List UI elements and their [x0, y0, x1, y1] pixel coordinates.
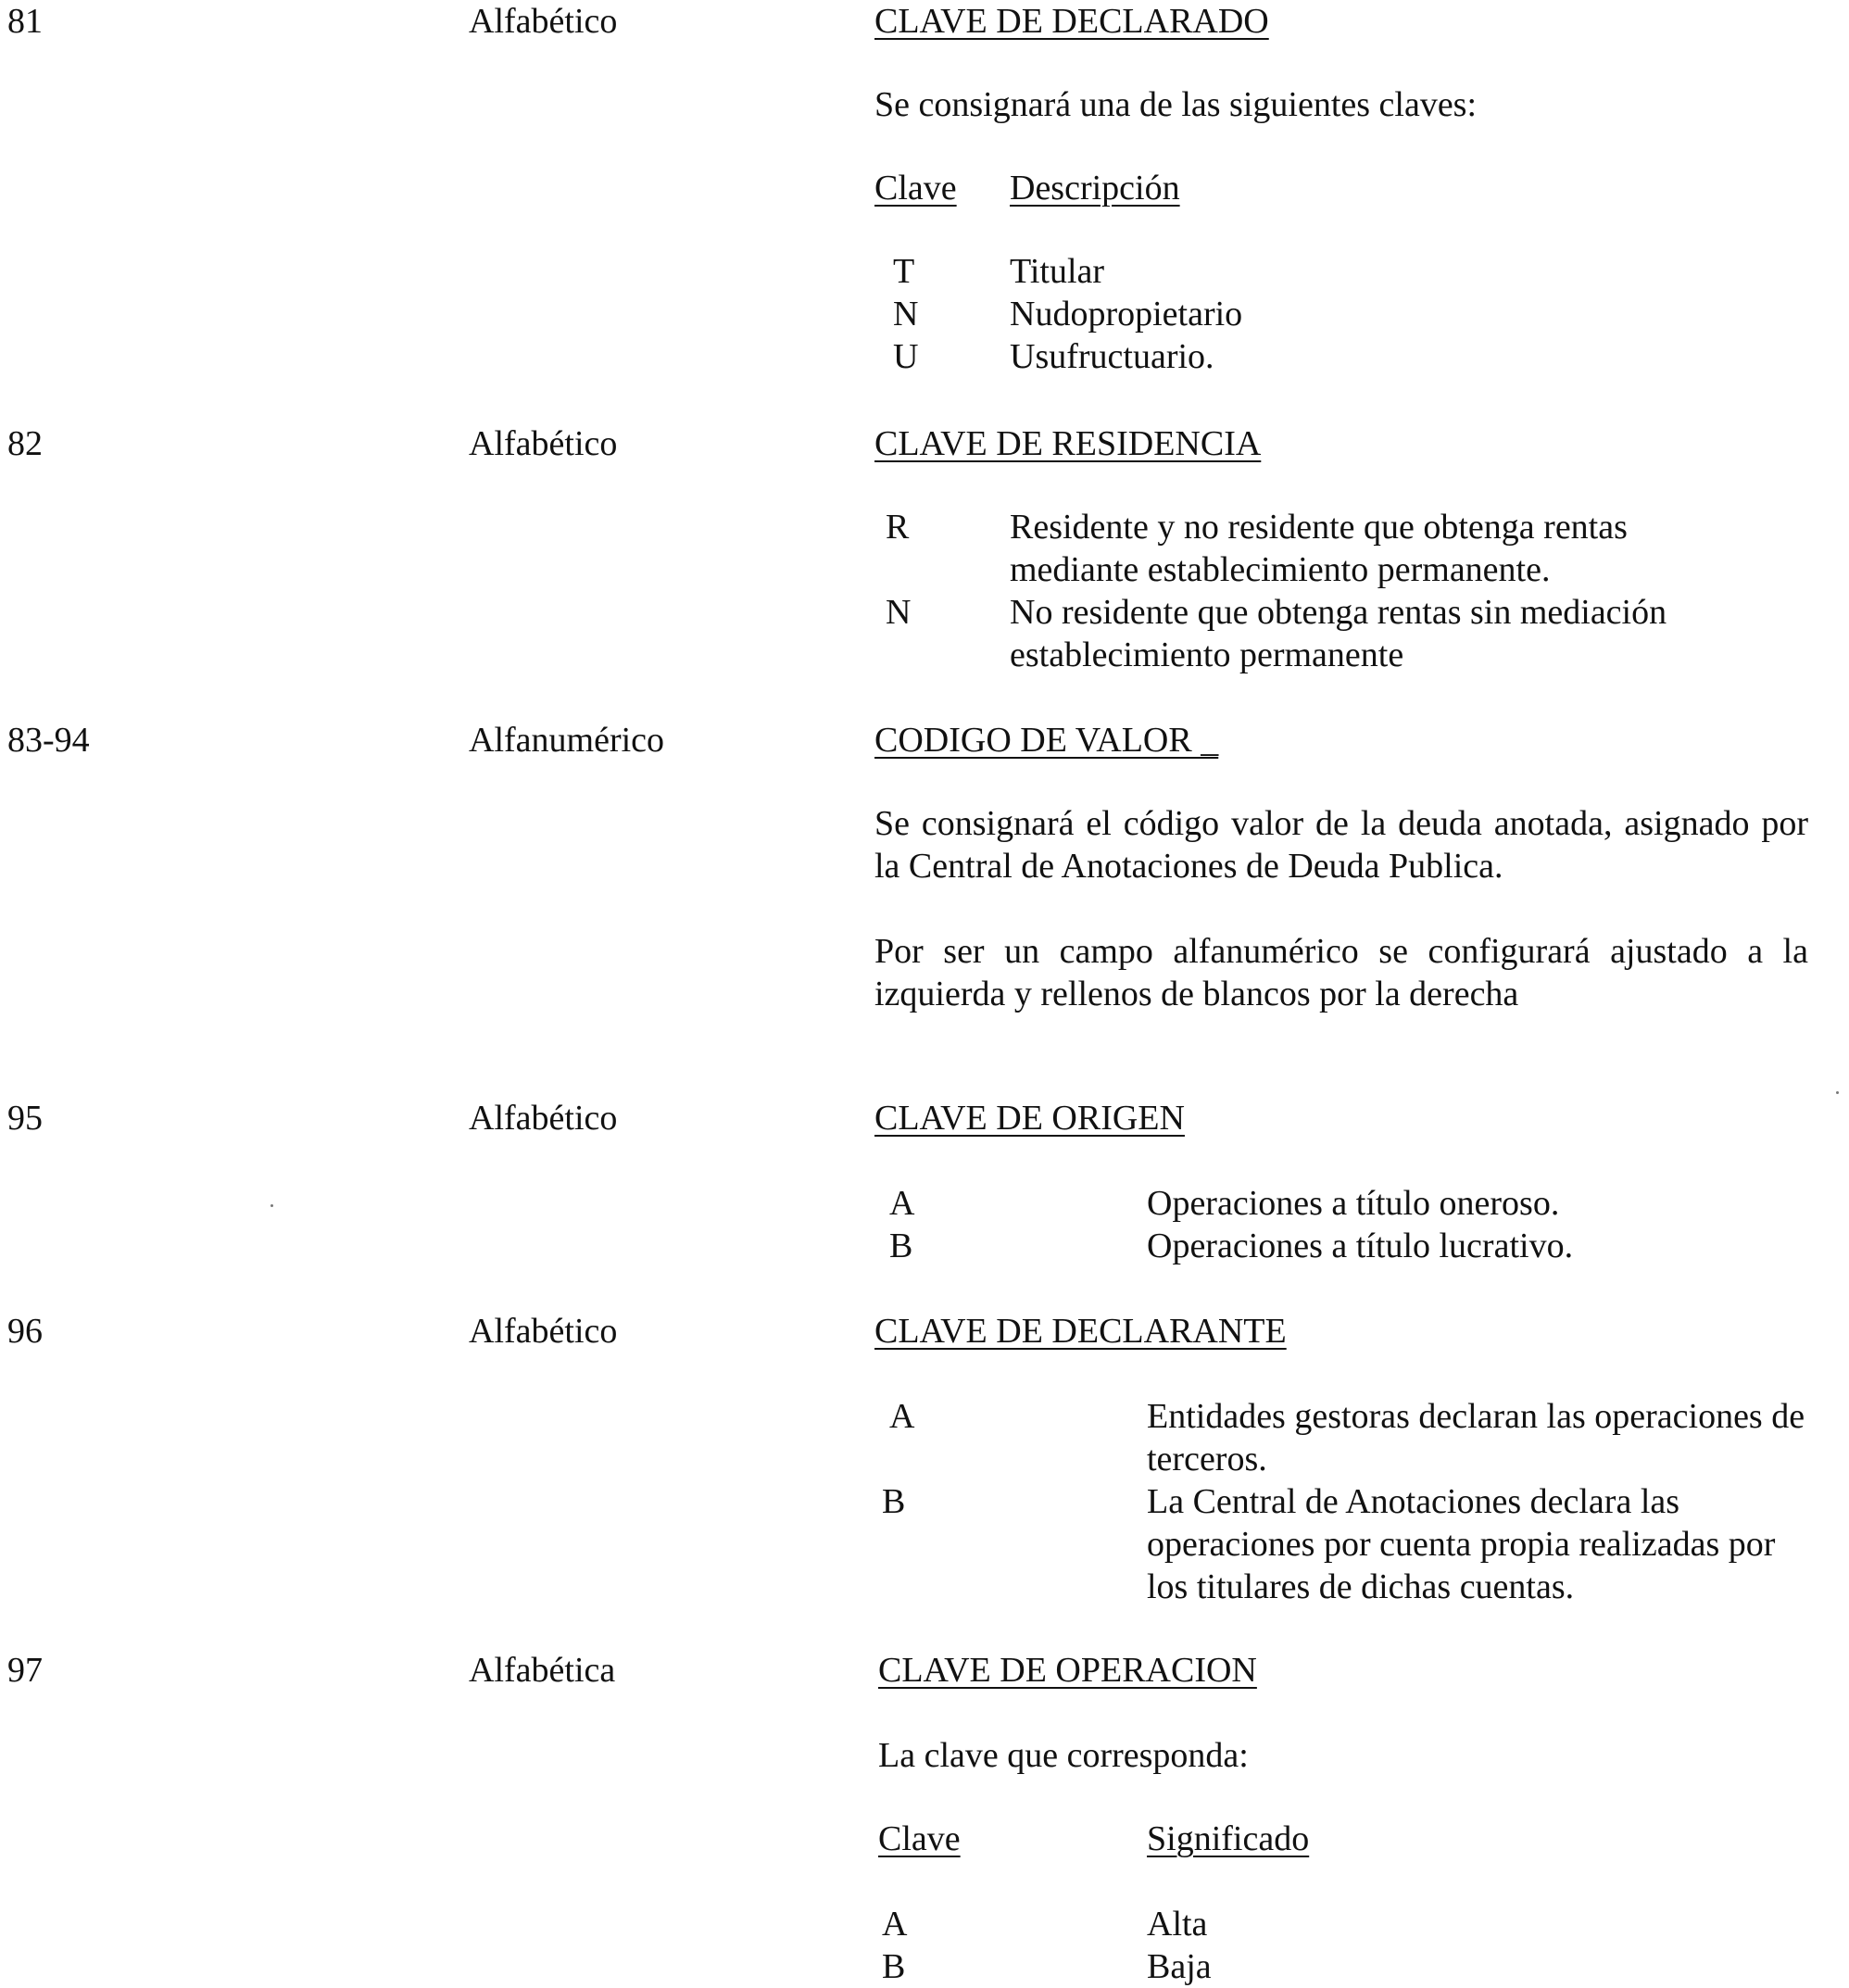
field-82-title: CLAVE DE RESIDENCIA [874, 424, 1262, 463]
field-97-header-key: Clave [878, 1819, 961, 1858]
field-97-header-desc: Significado [1147, 1819, 1310, 1858]
field-81-header-desc: Descripción [1010, 169, 1180, 208]
field-96-code-desc: La Central de Anotaciones declara las operaciones por cuenta propia realizadas por los titulares de dichas cuentas. [1147, 1482, 1776, 1606]
field-95-code-desc: Operaciones a título lucrativo. [1147, 1227, 1574, 1265]
field-96-title: CLAVE DE DECLARANTE [874, 1312, 1287, 1351]
field-83-94-position: 83-94 [7, 721, 90, 760]
field-97-code-key: B [882, 1947, 906, 1986]
field-95-code-key: A [889, 1184, 915, 1223]
field-81-header-key: Clave [874, 169, 957, 208]
field-95-title: CLAVE DE ORIGEN [874, 1099, 1185, 1138]
field-81-code-key: T [893, 252, 915, 291]
field-83-94-paragraph: Por ser un campo alfanumérico se configurará ajustado a la izquierda y rellenos de blancos por la derecha [874, 932, 1808, 1013]
field-82-code-desc: No residente que obtenga rentas sin mediación establecimiento permanente [1010, 593, 1667, 674]
field-81-code-desc: Titular [1010, 252, 1105, 291]
field-96-position: 96 [7, 1312, 43, 1351]
field-82-code-key: N [886, 593, 912, 632]
field-81-code-key: N [893, 295, 919, 333]
field-81-type: Alfabético [469, 2, 618, 41]
scan-speck [270, 1204, 273, 1207]
field-95-type: Alfabético [469, 1099, 618, 1138]
field-96-code-key: A [889, 1397, 915, 1436]
field-82-code-desc: Residente y no residente que obtenga rentas mediante establecimiento permanente. [1010, 508, 1628, 589]
field-83-94-title: CODIGO DE VALOR _ [874, 721, 1219, 760]
field-83-94-type: Alfanumérico [469, 721, 665, 760]
field-81-code-key: U [893, 337, 919, 376]
field-83-94-paragraph: Se consignará el código valor de la deuda anotada, asignado por la Central de Anotaciones de Deuda Publica. [874, 804, 1808, 886]
field-97-code-key: A [882, 1905, 908, 1944]
field-81-intro: Se consignará una de las siguientes claves: [874, 85, 1478, 124]
field-82-type: Alfabético [469, 424, 618, 463]
scan-speck [1836, 1091, 1839, 1094]
field-97-code-desc: Baja [1147, 1947, 1212, 1986]
field-81-title: CLAVE DE DECLARADO [874, 2, 1269, 41]
field-95-code-desc: Operaciones a título oneroso. [1147, 1184, 1560, 1223]
field-96-code-key: B [882, 1482, 906, 1521]
field-97-code-desc: Alta [1147, 1905, 1208, 1944]
field-95-code-key: B [889, 1227, 913, 1265]
field-97-intro: La clave que corresponda: [878, 1736, 1249, 1775]
field-82-position: 82 [7, 424, 43, 463]
field-82-code-key: R [886, 508, 910, 547]
field-97-position: 97 [7, 1651, 43, 1690]
field-96-type: Alfabético [469, 1312, 618, 1351]
field-97-type: Alfabética [469, 1651, 616, 1690]
field-95-position: 95 [7, 1099, 43, 1138]
field-81-position: 81 [7, 2, 43, 41]
field-96-code-desc: Entidades gestoras declaran las operaciones de terceros. [1147, 1397, 1805, 1478]
field-81-code-desc: Usufructuario. [1010, 337, 1214, 376]
field-81-code-desc: Nudopropietario [1010, 295, 1243, 333]
field-97-title: CLAVE DE OPERACION [878, 1651, 1257, 1690]
